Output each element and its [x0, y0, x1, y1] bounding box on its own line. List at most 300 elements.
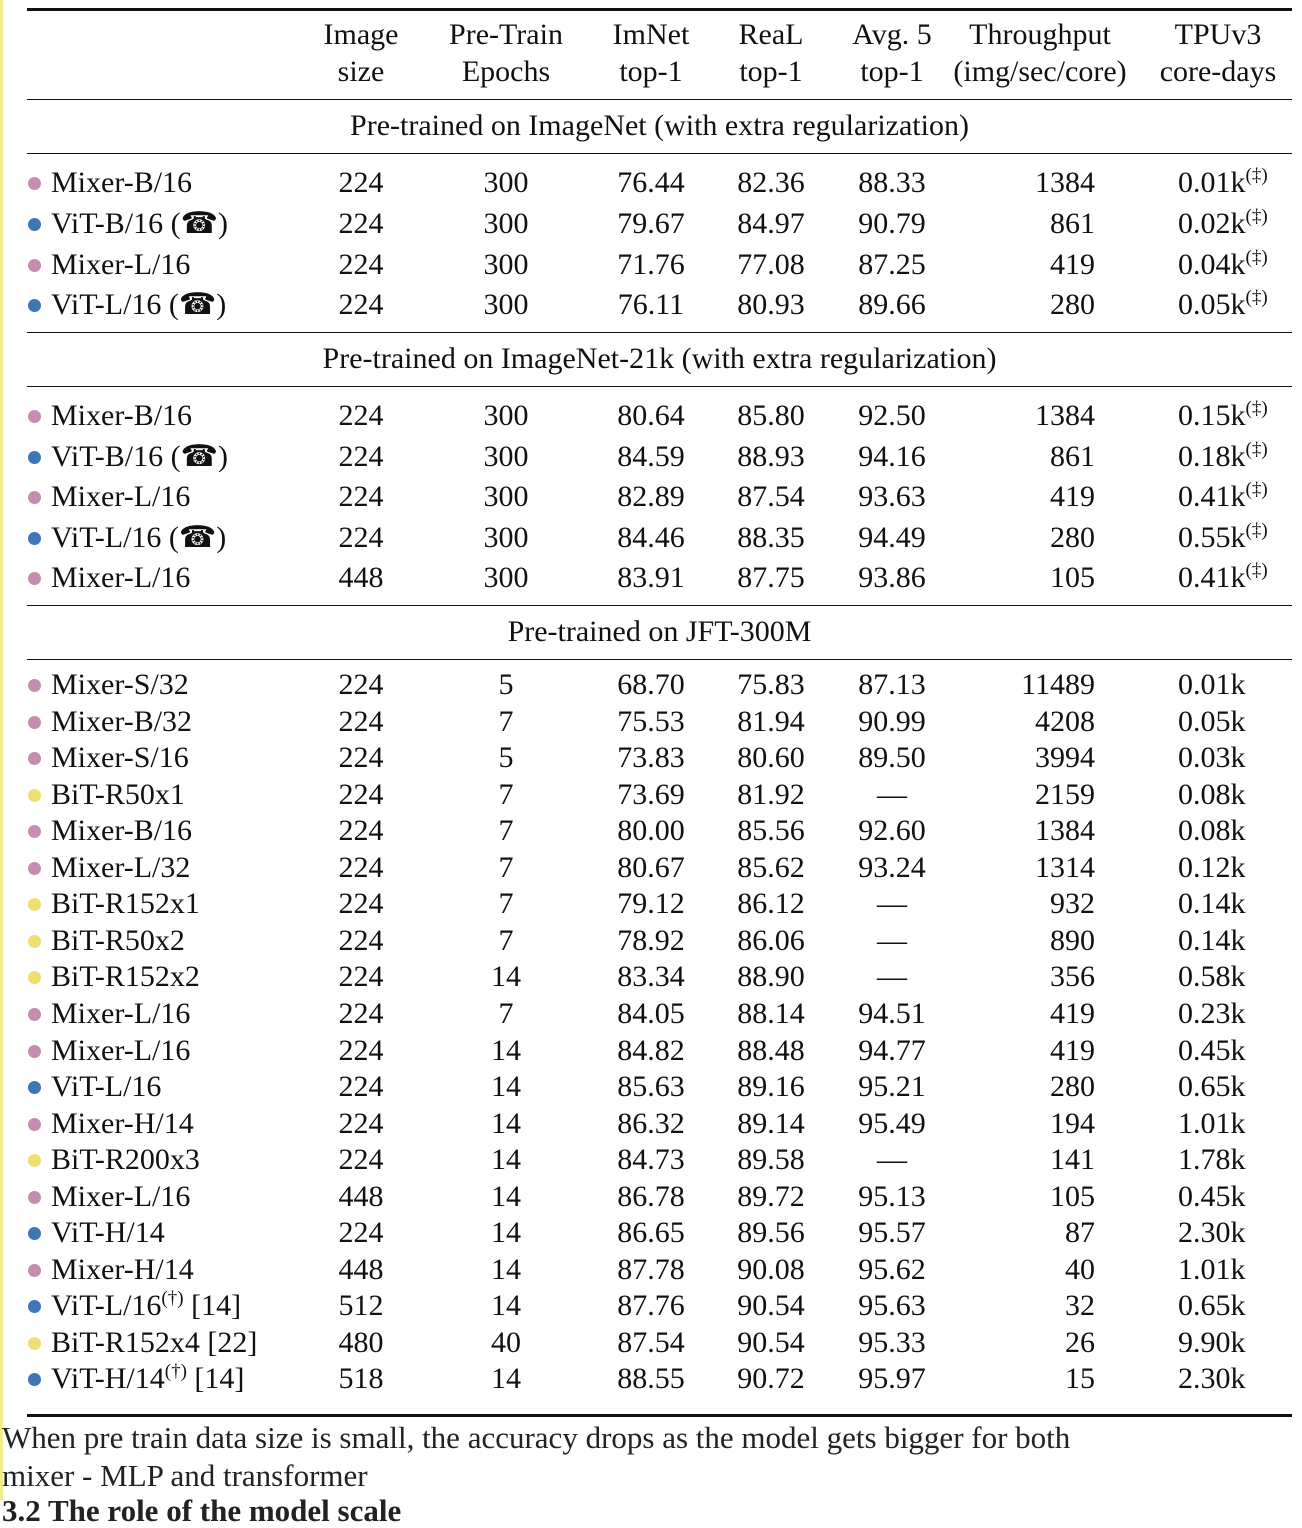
- image-size: 448: [338, 1252, 384, 1286]
- real-top1: 87.75: [737, 561, 805, 595]
- model-family-dot-icon: [28, 1373, 41, 1386]
- model-family-dot-icon: [28, 825, 41, 838]
- pretrain-epochs: 5: [498, 668, 514, 701]
- image-size: 224: [338, 814, 384, 848]
- pretrain-epochs: 7: [498, 777, 514, 811]
- tpu-core-days: [1178, 886, 1246, 922]
- image-size: 224: [338, 288, 384, 322]
- model-family-dot-icon: [28, 410, 41, 423]
- model-name: [51, 287, 226, 323]
- pretrain-epochs: 5: [498, 741, 514, 775]
- tpu-core-days: [1178, 439, 1268, 479]
- model-name-text: Mixer-B/16: [51, 399, 193, 432]
- pretrain-epochs: 14: [491, 1289, 521, 1323]
- model-name: [51, 560, 190, 596]
- table-row: [0, 560, 1302, 596]
- imagenet-top1: 80.64: [617, 399, 685, 432]
- image-size: 480: [338, 1325, 384, 1359]
- image-size: 512: [338, 1289, 384, 1323]
- model-family-dot-icon: [28, 299, 41, 312]
- tpu-value: 0.18k: [1178, 439, 1246, 473]
- table-row: [0, 1069, 1302, 1105]
- model-name: [51, 996, 190, 1032]
- throughput: 1384: [1035, 814, 1095, 848]
- tpu-core-days: [1178, 1069, 1246, 1105]
- imagenet-top1: 80.67: [617, 850, 685, 884]
- tpu-core-days: [1178, 959, 1246, 995]
- throughput: 87: [1065, 1216, 1095, 1250]
- model-name-text: Mixer-L/16: [51, 1179, 191, 1213]
- real-top1: 80.93: [737, 288, 805, 322]
- throughput: 419: [1050, 1033, 1095, 1067]
- table-row: [0, 704, 1302, 740]
- imagenet-top1: 83.91: [617, 561, 685, 595]
- model-name: [51, 1361, 244, 1401]
- avg5-top1: 93.63: [858, 480, 926, 514]
- tpu-superscript: (‡): [1245, 165, 1268, 186]
- avg5-top1: 94.16: [858, 439, 926, 473]
- model-family-dot-icon: [28, 451, 41, 464]
- throughput: 194: [1050, 1106, 1095, 1140]
- model-family-dot-icon: [28, 898, 41, 911]
- note-line-2: mixer - MLP and transformer: [2, 1458, 368, 1493]
- table-rule: [27, 332, 1292, 333]
- real-top1: 89.56: [737, 1216, 805, 1250]
- imagenet-top1: 87.78: [617, 1252, 685, 1286]
- tpu-core-days: [1178, 520, 1268, 560]
- model-family-dot-icon: [28, 177, 41, 190]
- imagenet-top1: 80.00: [617, 814, 685, 848]
- pretrain-epochs: 300: [483, 561, 529, 595]
- avg5-top1: 89.50: [858, 741, 926, 775]
- image-size: 224: [338, 668, 384, 701]
- model-family-dot-icon: [28, 532, 41, 545]
- table-row: [0, 1179, 1302, 1215]
- image-size: 224: [338, 704, 384, 738]
- table-row: [0, 247, 1302, 283]
- imagenet-top1: 82.89: [617, 480, 685, 514]
- header-line-2: (img/sec/core): [953, 55, 1127, 88]
- model-name: [51, 439, 228, 475]
- avg5-top1: —: [877, 887, 907, 921]
- table-row: [0, 165, 1302, 201]
- tpu-core-days: [1178, 1325, 1246, 1361]
- real-top1: 86.12: [737, 887, 805, 921]
- pretrain-epochs: 7: [498, 850, 514, 884]
- avg5-top1: 90.99: [858, 704, 926, 738]
- imagenet-top1: 87.54: [617, 1325, 685, 1359]
- tpu-core-days: [1178, 247, 1268, 287]
- image-size: 518: [338, 1362, 384, 1396]
- tpu-core-days: [1178, 923, 1246, 959]
- model-name: [51, 206, 228, 242]
- model-name: [51, 479, 190, 515]
- table-row: [0, 206, 1302, 242]
- image-size: 224: [338, 439, 384, 473]
- tpu-core-days: [1178, 398, 1268, 438]
- real-top1: 85.80: [737, 399, 805, 432]
- table-row: [0, 1361, 1302, 1397]
- throughput: 141: [1050, 1143, 1095, 1177]
- tpu-superscript: (‡): [1245, 479, 1268, 501]
- imagenet-top1: 73.83: [617, 741, 685, 775]
- throughput: 4208: [1035, 704, 1095, 738]
- model-family-dot-icon: [28, 1154, 41, 1167]
- model-family-dot-icon: [28, 259, 41, 272]
- tpu-value: 0.15k: [1178, 399, 1246, 432]
- throughput: 32: [1065, 1289, 1095, 1323]
- pretrain-epochs: 300: [483, 480, 529, 514]
- model-name-text: Mixer-L/16: [51, 1033, 191, 1067]
- model-name-text: Mixer-L/16: [51, 247, 191, 281]
- tpu-superscript: (‡): [1245, 398, 1268, 419]
- table-row: [0, 479, 1302, 515]
- tpu-core-days: [1178, 206, 1268, 246]
- real-top1: 90.54: [737, 1325, 805, 1359]
- tpu-core-days: [1178, 777, 1246, 813]
- avg5-top1: 95.97: [858, 1362, 926, 1396]
- pretrain-epochs: 7: [498, 887, 514, 921]
- header-line-1: Throughput: [969, 18, 1111, 51]
- model-name-text: Mixer-B/16: [51, 814, 193, 848]
- avg5-top1: 93.86: [858, 561, 926, 595]
- avg5-top1: 87.13: [858, 668, 926, 701]
- throughput: 861: [1050, 206, 1095, 240]
- real-top1: 90.72: [737, 1362, 805, 1396]
- imagenet-top1: 88.55: [617, 1362, 685, 1396]
- tpu-core-days: [1178, 165, 1268, 205]
- model-family-dot-icon: [28, 1264, 41, 1277]
- tpu-value: 1.01k: [1178, 1106, 1246, 1140]
- tpu-value: 0.55k: [1178, 520, 1246, 554]
- pretrain-epochs: 300: [483, 399, 529, 432]
- image-size: 224: [338, 247, 384, 281]
- avg5-top1: —: [877, 960, 907, 994]
- model-name: [51, 1252, 194, 1288]
- avg5-top1: 90.79: [858, 206, 926, 240]
- header-line-1: ReaL: [738, 18, 804, 51]
- real-top1: 77.08: [737, 247, 805, 281]
- table-rule: [27, 99, 1292, 100]
- real-top1: 88.93: [737, 439, 805, 473]
- model-name: [51, 1215, 165, 1251]
- model-family-dot-icon: [28, 935, 41, 948]
- header-line-1: Pre-Train: [449, 18, 563, 51]
- throughput: 861: [1050, 439, 1095, 473]
- pretrain-epochs: 14: [491, 1216, 521, 1250]
- model-name-text: BiT-R152x1: [51, 887, 200, 921]
- real-top1: 88.35: [737, 520, 805, 554]
- real-top1: 89.58: [737, 1143, 805, 1177]
- pretrain-epochs: 14: [491, 1252, 521, 1286]
- image-size: 224: [338, 399, 384, 432]
- pretrain-epochs: 300: [483, 247, 529, 281]
- model-name: [51, 704, 192, 740]
- tpu-value: 0.01k: [1178, 166, 1246, 199]
- model-name: [51, 886, 200, 922]
- model-family-dot-icon: [28, 1008, 41, 1021]
- model-name: [51, 1142, 200, 1178]
- table-row: [0, 1288, 1302, 1324]
- image-size: 224: [338, 850, 384, 884]
- model-name: [51, 247, 190, 283]
- tpu-value: 0.14k: [1178, 887, 1246, 921]
- tpu-value: 0.41k: [1178, 480, 1246, 514]
- throughput: 280: [1050, 288, 1095, 322]
- real-top1: 81.94: [737, 704, 805, 738]
- tpu-core-days: [1178, 704, 1246, 740]
- tpu-value: 0.04k: [1178, 247, 1246, 281]
- model-name: [51, 165, 192, 201]
- imagenet-top1: 86.65: [617, 1216, 685, 1250]
- table-rule: [27, 153, 1292, 154]
- tpu-core-days: [1178, 813, 1246, 849]
- table-row: [0, 850, 1302, 886]
- imagenet-top1: 79.12: [617, 887, 685, 921]
- model-name-text: Mixer-B/32: [51, 704, 193, 738]
- real-top1: 88.90: [737, 960, 805, 994]
- model-name: [51, 813, 192, 849]
- model-family-dot-icon: [28, 716, 41, 729]
- model-name-text: Mixer-L/16: [51, 561, 191, 595]
- model-family-dot-icon: [28, 862, 41, 875]
- image-size: 224: [338, 166, 384, 199]
- model-family-dot-icon: [28, 491, 41, 504]
- model-name-text: Mixer-S/32: [51, 668, 189, 701]
- table-row: [0, 1106, 1302, 1142]
- real-top1: 88.48: [737, 1033, 805, 1067]
- model-name: [51, 1288, 241, 1328]
- pretrain-epochs: 14: [491, 1033, 521, 1067]
- avg5-top1: 95.57: [858, 1216, 926, 1250]
- avg5-top1: —: [877, 923, 907, 957]
- image-size: 224: [338, 520, 384, 554]
- image-size: 224: [338, 996, 384, 1030]
- pretrain-epochs: 14: [491, 960, 521, 994]
- model-name: [51, 1069, 161, 1105]
- avg5-top1: 95.21: [858, 1070, 926, 1104]
- pretrain-epochs: 300: [483, 166, 529, 199]
- tpu-value: 0.08k: [1178, 814, 1246, 848]
- model-name-text: Mixer-S/16: [51, 741, 189, 775]
- table-row: [0, 439, 1302, 475]
- column-header: [436, 16, 576, 90]
- image-size: 224: [338, 206, 384, 240]
- model-name: [51, 520, 226, 556]
- real-top1: 82.36: [737, 166, 805, 199]
- pretrain-epochs: 7: [498, 814, 514, 848]
- image-size: 224: [338, 480, 384, 514]
- throughput: 280: [1050, 1070, 1095, 1104]
- image-size: 224: [338, 1216, 384, 1250]
- real-top1: 89.72: [737, 1179, 805, 1213]
- pretrain-epochs: 300: [483, 288, 529, 322]
- imagenet-top1: 78.92: [617, 923, 685, 957]
- model-name-text: BiT-R50x2: [51, 923, 185, 957]
- model-name-text: BiT-R152x2: [51, 960, 200, 994]
- header-line-1: TPUv3: [1174, 18, 1262, 51]
- model-family-dot-icon: [28, 1337, 41, 1350]
- avg5-top1: 95.33: [858, 1325, 926, 1359]
- model-name-text: Mixer-L/16: [51, 480, 191, 514]
- model-name-text: ViT-H/14: [51, 1362, 165, 1396]
- model-name: [51, 959, 200, 995]
- image-size: 224: [338, 1143, 384, 1177]
- model-family-dot-icon: [28, 1081, 41, 1094]
- column-header: [1143, 16, 1293, 90]
- model-family-dot-icon: [28, 752, 41, 765]
- throughput: 1384: [1035, 399, 1095, 432]
- tpu-superscript: (‡): [1245, 438, 1268, 460]
- tpu-core-days: [1178, 740, 1246, 776]
- header-line-2: size: [337, 55, 385, 88]
- throughput: 419: [1050, 480, 1095, 514]
- model-name-text: ViT-L/16: [51, 1070, 162, 1104]
- avg5-top1: —: [877, 777, 907, 811]
- tpu-value: 0.02k: [1178, 206, 1246, 240]
- tpu-value: 0.08k: [1178, 777, 1246, 811]
- throughput: 26: [1065, 1325, 1095, 1359]
- real-top1: 86.06: [737, 923, 805, 957]
- model-name-text: ViT-L/16: [51, 1289, 162, 1323]
- pretrain-epochs: 14: [491, 1362, 521, 1396]
- image-size: 224: [338, 741, 384, 775]
- avg5-top1: 94.51: [858, 996, 926, 1030]
- header-line-1: Image: [323, 18, 399, 51]
- header-line-2: top-1: [619, 55, 683, 88]
- tpu-value: 0.65k: [1178, 1289, 1246, 1323]
- imagenet-top1: 86.78: [617, 1179, 685, 1213]
- image-size: 448: [338, 561, 384, 595]
- section-title: Pre-trained on JFT-300M: [507, 615, 812, 648]
- real-top1: 89.14: [737, 1106, 805, 1140]
- header-line-2: top-1: [739, 55, 803, 88]
- model-name: [51, 1179, 190, 1215]
- model-name: [51, 667, 189, 703]
- table-row: [0, 1325, 1302, 1361]
- imagenet-top1: 75.53: [617, 704, 685, 738]
- model-family-dot-icon: [28, 572, 41, 585]
- throughput: 1314: [1035, 850, 1095, 884]
- throughput: 890: [1050, 923, 1095, 957]
- model-name-text: ViT-L/16 (☎): [51, 288, 227, 322]
- model-family-dot-icon: [28, 1300, 41, 1313]
- real-top1: 88.14: [737, 996, 805, 1030]
- throughput: 932: [1050, 887, 1095, 921]
- tpu-value: 0.12k: [1178, 850, 1246, 884]
- pretrain-epochs: 40: [491, 1325, 521, 1359]
- model-family-dot-icon: [28, 679, 41, 692]
- model-name: [51, 777, 185, 813]
- throughput: 419: [1050, 247, 1095, 281]
- model-name-text: ViT-H/14: [51, 1216, 165, 1250]
- pretrain-epochs: 14: [491, 1143, 521, 1177]
- model-name-text: ViT-B/16 (☎): [51, 206, 228, 240]
- tpu-core-days: [1178, 1361, 1246, 1397]
- real-top1: 87.54: [737, 480, 805, 514]
- imagenet-top1: 71.76: [617, 247, 685, 281]
- model-family-dot-icon: [28, 218, 41, 231]
- avg5-top1: 94.49: [858, 520, 926, 554]
- real-top1: 85.56: [737, 814, 805, 848]
- tpu-core-days: [1178, 1033, 1246, 1069]
- model-name-text: Mixer-B/16: [51, 166, 193, 199]
- imagenet-top1: 73.69: [617, 777, 685, 811]
- table-row: [0, 520, 1302, 556]
- tpu-core-days: [1178, 996, 1246, 1032]
- pretrain-epochs: 14: [491, 1106, 521, 1140]
- tpu-value: 0.14k: [1178, 923, 1246, 957]
- imagenet-top1: 85.63: [617, 1070, 685, 1104]
- tpu-value: 1.01k: [1178, 1252, 1246, 1286]
- imagenet-top1: 79.67: [617, 206, 685, 240]
- throughput: 3994: [1035, 741, 1095, 775]
- image-size: 224: [338, 1106, 384, 1140]
- avg5-top1: 92.60: [858, 814, 926, 848]
- image-size: 224: [338, 960, 384, 994]
- throughput: 105: [1050, 1179, 1095, 1213]
- pretrain-epochs: 300: [483, 520, 529, 554]
- imagenet-top1: 84.46: [617, 520, 685, 554]
- model-name-superscript: (†): [161, 1288, 184, 1310]
- pretrain-epochs: 300: [483, 439, 529, 473]
- model-family-dot-icon: [28, 1118, 41, 1131]
- real-top1: 84.97: [737, 206, 805, 240]
- model-family-dot-icon: [28, 971, 41, 984]
- avg5-top1: —: [877, 1143, 907, 1177]
- model-name-text: BiT-R152x4 [22]: [51, 1325, 258, 1359]
- real-top1: 90.08: [737, 1252, 805, 1286]
- tpu-core-days: [1178, 560, 1268, 600]
- pretrain-epochs: 300: [483, 206, 529, 240]
- tpu-superscript: (‡): [1245, 205, 1268, 227]
- table-rule: [27, 8, 1292, 11]
- tpu-core-days: [1178, 1106, 1246, 1142]
- header-line-2: core-days: [1159, 55, 1277, 88]
- tpu-core-days: [1178, 1288, 1246, 1324]
- real-top1: 81.92: [737, 777, 805, 811]
- throughput: 105: [1050, 561, 1095, 595]
- column-header: [596, 16, 706, 90]
- column-header: [716, 16, 826, 90]
- real-top1: 75.83: [737, 668, 805, 701]
- model-name-text: Mixer-L/16: [51, 996, 191, 1030]
- imagenet-top1: 87.76: [617, 1289, 685, 1323]
- tpu-core-days: [1178, 479, 1268, 519]
- model-name-superscript: (†): [164, 1361, 187, 1383]
- throughput: 11489: [1021, 668, 1095, 701]
- throughput: 2159: [1035, 777, 1095, 811]
- header-line-2: Epochs: [461, 55, 551, 88]
- tpu-superscript: (‡): [1245, 287, 1268, 309]
- pretrain-epochs: 7: [498, 704, 514, 738]
- tpu-value: 0.41k: [1178, 561, 1246, 595]
- table-row: [0, 886, 1302, 922]
- tpu-core-days: [1178, 287, 1268, 327]
- tpu-core-days: [1178, 1142, 1246, 1178]
- table-rule: [27, 605, 1292, 606]
- avg5-top1: 94.77: [858, 1033, 926, 1067]
- image-size: 224: [338, 1070, 384, 1104]
- table-row: [0, 1252, 1302, 1288]
- table-row: [0, 667, 1302, 703]
- model-name-text: ViT-L/16 (☎): [51, 520, 227, 554]
- table-row: [0, 959, 1302, 995]
- header-line-1: ImNet: [612, 18, 690, 51]
- table-row: [0, 1033, 1302, 1069]
- model-family-dot-icon: [28, 1045, 41, 1058]
- avg5-top1: 92.50: [858, 399, 926, 432]
